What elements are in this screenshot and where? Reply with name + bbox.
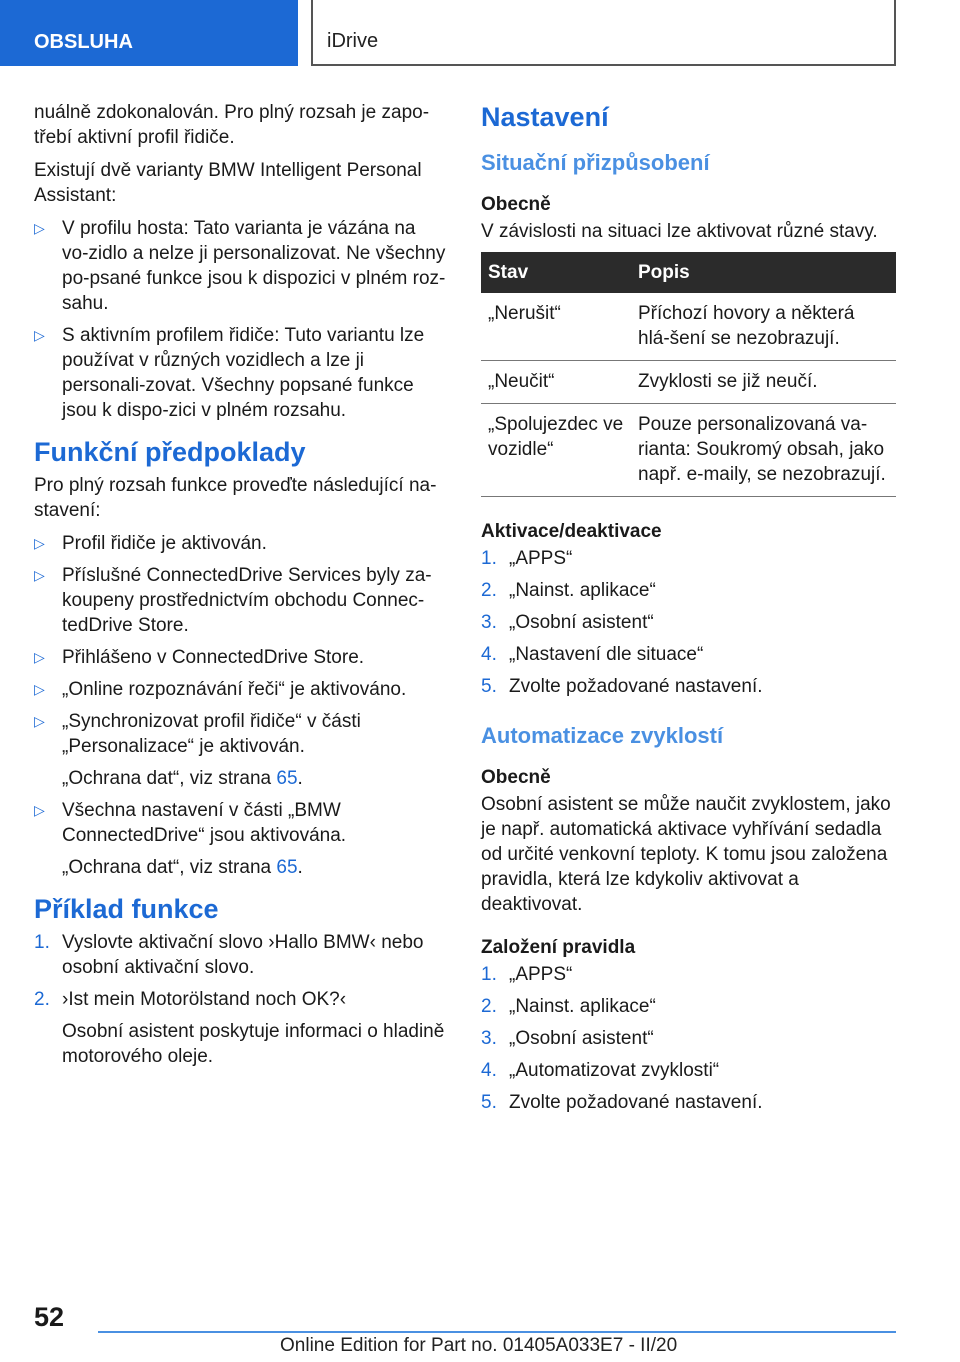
triangle-bullet-icon: ▷ [34, 649, 45, 665]
list-item: ▷ Příslušné ConnectedDrive Services byly za-koupeny prostřednictvím obchodu Connec-tedDrive Store. [34, 565, 432, 636]
situational-heading: Situační přizpůsobení [481, 150, 710, 175]
list-item: ▷ Přihlášeno v ConnectedDrive Store. [34, 647, 365, 668]
section-tab: OBSLUHA [0, 0, 298, 66]
table-cell: „Neučit“ [481, 361, 631, 404]
step-item: 1. „APPS“ [481, 548, 573, 569]
table-cell: Příchozí hovory a některá hlá-šení se nezobrazují. [631, 293, 896, 361]
step-item: 1. Vyslovte aktivační slovo ›Hallo BMW‹ nebo osobní aktivační slovo. [34, 932, 424, 978]
rules-steps [481, 962, 896, 1115]
step-item: 3. „Osobní asistent“ [481, 612, 654, 633]
cross-reference: „Ochrana dat“, viz strana 65. [62, 768, 303, 789]
column-header: Popis [631, 252, 896, 293]
rules-heading: Založení pravidla [481, 937, 636, 958]
step-item: 5. Zvolte požadované nastavení. [481, 1092, 763, 1113]
states-table [481, 252, 896, 497]
step-item: 3. „Osobní asistent“ [481, 1028, 654, 1049]
habits-heading: Automatizace zvyklostí [481, 723, 724, 748]
list-item: ▷ „Synchronizovat profil řidiče“ v části „Personalizace“ je aktivován. „Ochrana dat“, viz strana 65. [34, 709, 447, 791]
triangle-bullet-icon: ▷ [34, 567, 45, 583]
triangle-bullet-icon: ▷ [34, 713, 45, 729]
table-row [481, 404, 896, 497]
activation-heading: Aktivace/deaktivace [481, 521, 662, 542]
right-column [481, 100, 896, 1127]
activation-steps [481, 546, 896, 699]
triangle-bullet-icon: ▷ [34, 220, 45, 236]
step-result: Osobní asistent poskytuje informaci o hladině motorového oleje. [62, 1021, 445, 1067]
prereq-list [34, 531, 447, 880]
variants-list [34, 216, 447, 423]
list-item: ▷ „Online rozpoznávání řeči“ je aktivováno. [34, 679, 407, 700]
edition-footer: Online Edition for Part no. 01405A033E7 - II/20 [280, 1335, 678, 1356]
chapter-title: iDrive [311, 0, 896, 66]
step-item: 5. Zvolte požadované nastavení. [481, 676, 763, 697]
triangle-bullet-icon: ▷ [34, 327, 45, 343]
step-item: 1. „APPS“ [481, 964, 573, 985]
table-cell: Pouze personalizovaná va-rianta: Soukromý obsah, jako např. e-maily, se nezobrazují. [631, 404, 896, 497]
table-cell: „Nerušit“ [481, 293, 631, 361]
page-link[interactable]: 65 [276, 857, 298, 878]
column-header: Stav [481, 252, 631, 293]
table-cell: „Spolujezdec ve vozidle“ [481, 404, 631, 497]
page-number: 52 [34, 1302, 65, 1332]
list-item: ▷ V profilu hosta: Tato varianta je vázána na vo-zidlo a nelze ji personalizovat. Ne všechny po-psané funkce jsou k dispozici v plném roz-sahu. [34, 218, 446, 314]
list-item: ▷ Všechna nastavení v části „BMW ConnectedDrive“ jsou aktivována. „Ochrana dat“, viz strana 65. [34, 798, 447, 880]
table-row [481, 293, 896, 361]
step-item: 4. „Automatizovat zvyklosti“ [481, 1060, 720, 1081]
general-label: Obecně [481, 767, 551, 788]
step-item: 2. „Nainst. aplikace“ [481, 996, 656, 1017]
step-item: 2. „Nainst. aplikace“ [481, 580, 656, 601]
table-row [481, 361, 896, 404]
triangle-bullet-icon: ▷ [34, 802, 45, 818]
list-item: ▷ Profil řidiče je aktivován. [34, 533, 267, 554]
settings-heading: Nastavení [481, 102, 609, 132]
example-steps [34, 930, 447, 1069]
example-heading: Příklad funkce [34, 894, 219, 924]
intro-text: nuálně zdokonalován. Pro plný rozsah je zapo-třebí aktivní profil řidiče. [34, 102, 430, 148]
situational-intro: V závislosti na situaci lze aktivovat různé stavy. [481, 221, 878, 242]
cross-reference: „Ochrana dat“, viz strana 65. [62, 857, 303, 878]
triangle-bullet-icon: ▷ [34, 535, 45, 551]
table-cell: Zvyklosti se již neučí. [631, 361, 896, 404]
step-item: 4. „Nastavení dle situace“ [481, 644, 704, 665]
variants-intro: Existují dvě varianty BMW Intelligent Personal Assistant: [34, 160, 422, 206]
list-item: ▷ S aktivním profilem řidiče: Tuto variantu lze používat v různých vozidlech a lze ji personali-zovat. Všechny popsané funkce jsou k dispo-zici v plném rozsahu. [34, 325, 425, 421]
prereq-intro: Pro plný rozsah funkce proveďte následující na-stavení: [34, 475, 437, 521]
general-label: Obecně [481, 194, 551, 215]
triangle-bullet-icon: ▷ [34, 681, 45, 697]
page-link[interactable]: 65 [276, 768, 298, 789]
habits-intro: Osobní asistent se může naučit zvyklostem, jako je např. automatická aktivace vyhřívání sedadla od určité venkovní teploty. K tomu jsou založena pravidla, která lze kdykoliv aktivovat a deaktivovat. [481, 794, 891, 915]
page-header [0, 0, 960, 66]
table-header-row [481, 252, 896, 293]
prereq-heading: Funkční předpoklady [34, 437, 306, 467]
left-column [34, 100, 447, 1081]
step-item: 2. ›Ist mein Motorölstand noch OK?‹ Osobní asistent poskytuje informaci o hladině motorového oleje. [34, 987, 447, 1069]
